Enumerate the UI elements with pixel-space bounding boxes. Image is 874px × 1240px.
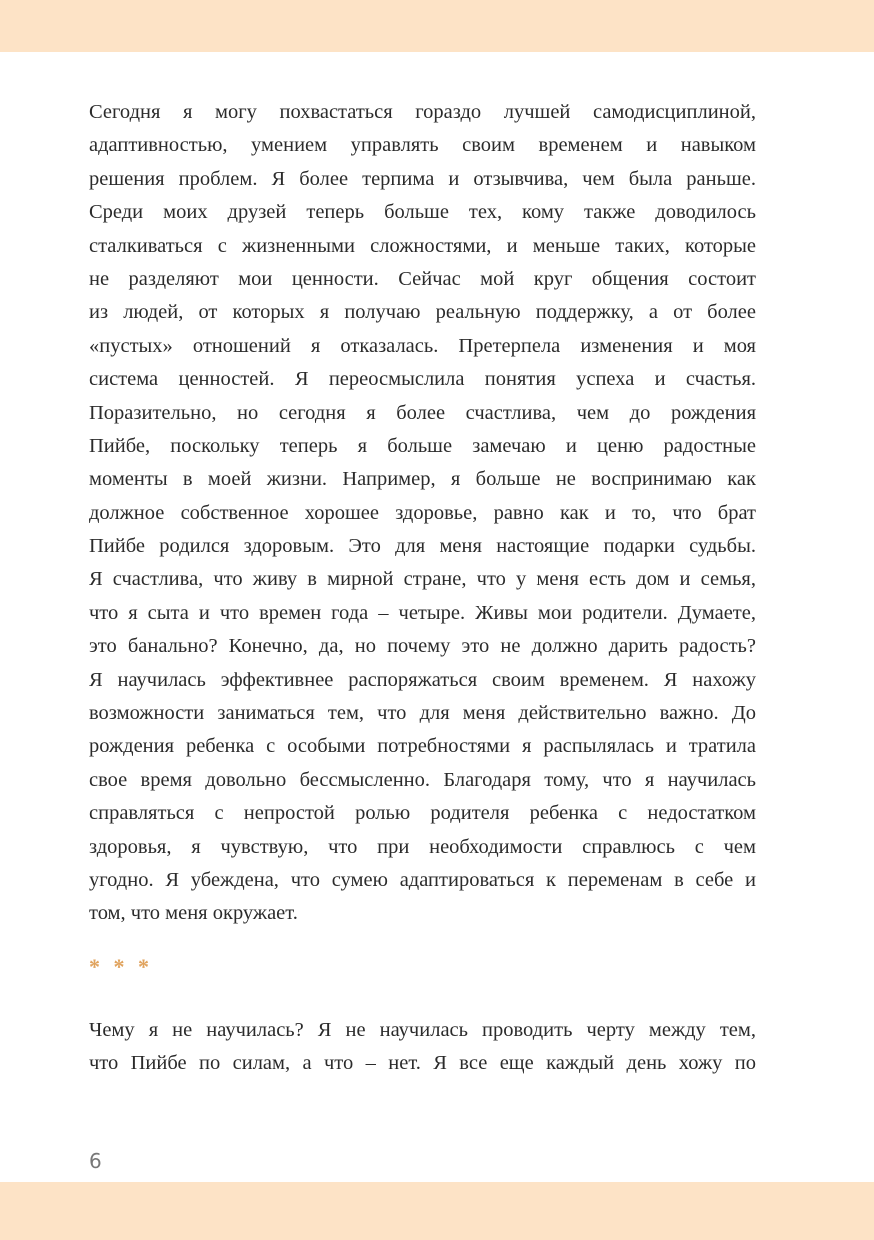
text-line: адаптивностью, умением управлять своим временем и навыком <box>89 134 756 157</box>
text-line: система ценностей. Я переосмыслила понятия успеха и счастья. <box>89 368 756 391</box>
text-line: сталкиваться с жизненными сложностями, и меньше таких, которые <box>89 234 756 257</box>
text-line: Пийбе родился здоровым. Это для меня настоящие подарки судьбы. <box>89 535 756 558</box>
text-line: должное собственное хорошее здоровье, равно как и то, что брат <box>89 501 756 524</box>
text-line: возможности заниматься тем, что для меня действительно важно. До <box>89 702 756 725</box>
text-line: не разделяют мои ценности. Сейчас мой круг общения состоит <box>89 267 756 290</box>
text-line: что я сыта и что времен года – четыре. Живы мои родители. Думаете, <box>89 601 756 624</box>
text-line: угодно. Я убеждена, что сумею адаптироваться к переменам в себе и <box>89 868 756 891</box>
text-line: моменты в моей жизни. Например, я больше не воспринимаю как <box>89 468 756 491</box>
text-line: что Пийбе по силам, а что – нет. Я все еще каждый день хожу по <box>89 1052 756 1075</box>
text-line: Поразительно, но сегодня я более счастлива, чем до рождения <box>89 401 756 424</box>
text-line: Пийбе, поскольку теперь я больше замечаю и ценю радостные <box>89 434 756 457</box>
top-decorative-band <box>0 0 874 52</box>
text-line: Среди моих друзей теперь больше тех, кому также доводилось <box>89 201 756 224</box>
text-line: решения проблем. Я более терпима и отзывчива, чем была раньше. <box>89 167 756 190</box>
text-line: «пустых» отношений я отказалась. Претерпела изменения и моя <box>89 334 756 357</box>
text-line: здоровья, я чувствую, что при необходимости справлюсь с чем <box>89 835 756 858</box>
main-paragraph <box>89 96 756 931</box>
page-number: 6 <box>89 1149 102 1173</box>
text-line: Чему я не научилась? Я не научилась проводить черту между тем, <box>89 1019 756 1041</box>
bottom-decorative-band <box>0 1182 874 1240</box>
text-line: свое время довольно бессмысленно. Благодаря тому, что я научилась <box>89 768 756 791</box>
text-line: это банально? Конечно, да, но почему это не должно дарить радость? <box>89 635 756 658</box>
text-line: рождения ребенка с особыми потребностями я распылялась и тратила <box>89 735 756 758</box>
text-line: Сегодня я могу похвастаться гораздо лучшей самодисциплиной, <box>89 101 756 123</box>
text-line: справляться с непростой ролью родителя ребенка с недостатком <box>89 802 756 825</box>
text-line: том, что меня окружает. <box>89 902 298 925</box>
section-separator: * * * <box>89 954 153 979</box>
second-paragraph <box>89 1014 756 1081</box>
text-line: Я счастлива, что живу в мирной стране, что у меня есть дом и семья, <box>89 568 756 591</box>
text-line: из людей, от которых я получаю реальную поддержку, а от более <box>89 301 756 324</box>
text-line: Я научилась эффективнее распоряжаться своим временем. Я нахожу <box>89 668 756 691</box>
